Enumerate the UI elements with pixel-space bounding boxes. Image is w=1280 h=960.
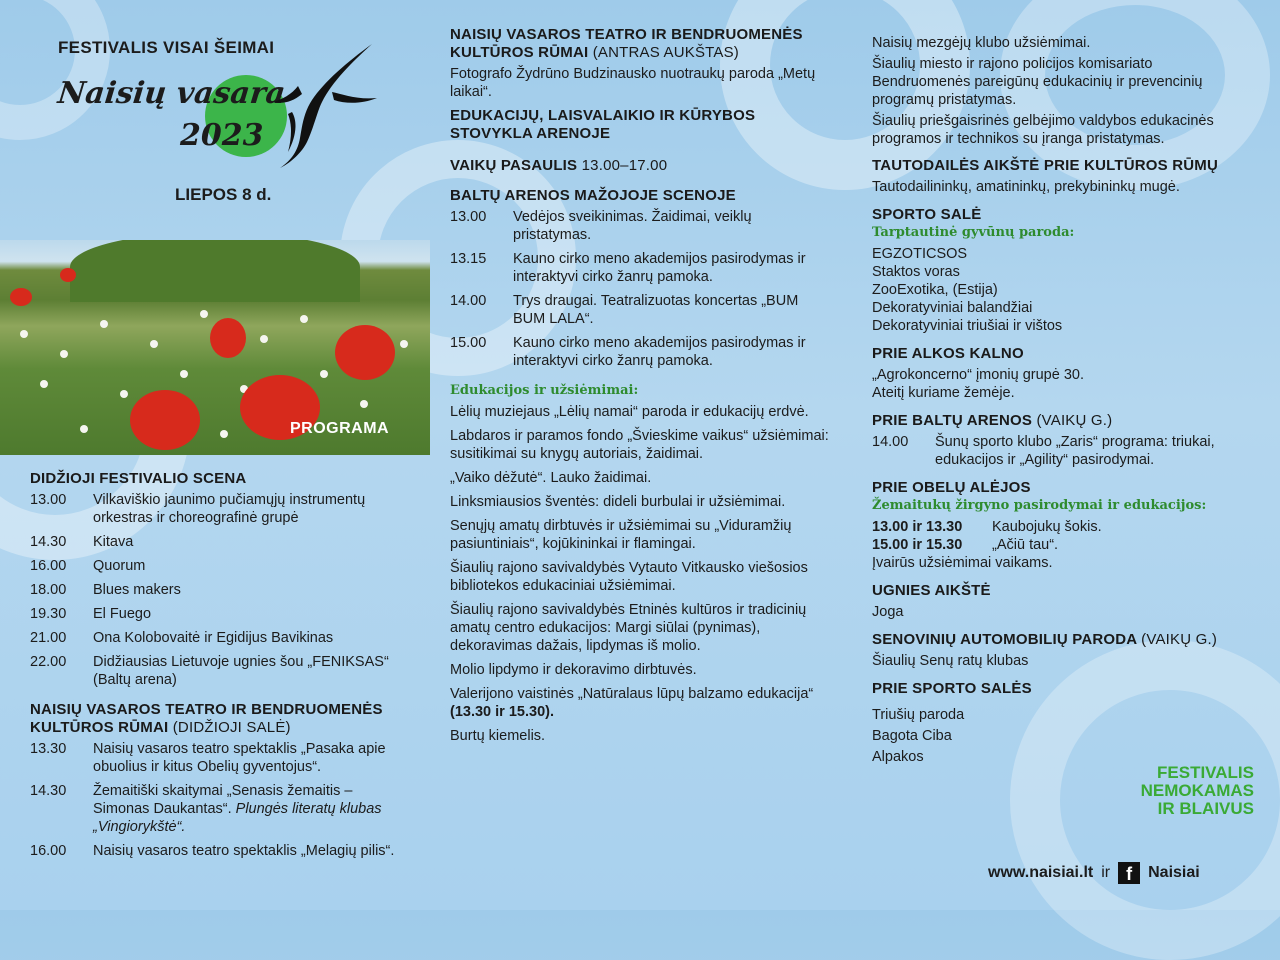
- valerian-text: Valerijono vaistinės „Natūralaus lūpų balzamo edukacija“: [450, 686, 814, 702]
- main-stage-title: DIDŽIOJI FESTIVALIO SCENA: [30, 470, 247, 487]
- sports-hall-subtitle: Tarptautinė gyvūnų paroda:: [872, 225, 1075, 240]
- small-stage-item-text: [513, 292, 830, 328]
- small-stage-item-row: [450, 208, 830, 244]
- education-item: Lėlių muziejaus „Lėlių namai“ paroda ir edukacijų erdvė.: [450, 404, 809, 420]
- education-item: Molio lipdymo ir dekoravimo dirbtuvės.: [450, 662, 697, 678]
- middle-column: [450, 26, 830, 745]
- theatre-hall-title: [30, 701, 405, 737]
- main-stage-item-text: [93, 653, 405, 689]
- free-note-line: IR BLAIVUS: [1157, 799, 1254, 818]
- logo-title: Naisių vasara: [56, 76, 288, 111]
- theatre-item-text: [93, 782, 405, 836]
- valerian-item: [450, 685, 830, 721]
- fire-square-text: Joga: [872, 604, 904, 620]
- right-top-item: Šiaulių miesto ir rajono policijos komisariato Bendruomenės pareigūnų edukacinių ir prevencinių programų pristatymas.: [872, 56, 1203, 108]
- main-stage-item-row: [30, 581, 405, 599]
- alka-list: [872, 366, 1252, 402]
- theatre-item-row: [30, 740, 405, 776]
- small-stage-item-text: [513, 250, 830, 286]
- education-list: [450, 403, 830, 685]
- footer: [988, 862, 1200, 884]
- main-stage-item-text: [93, 581, 405, 599]
- main-stage-item-text-main: Quorum: [93, 558, 146, 574]
- second-floor-title: [450, 26, 830, 62]
- kids-world-label: VAIKŲ PASAULIS: [450, 157, 578, 174]
- camp-title: EDUKACIJŲ, LAISVALAIKIO IR KŪRYBOS STOVYKLA ARENOJE: [450, 107, 756, 142]
- near-sports-item: Triušių paroda: [872, 707, 965, 723]
- sports-hall-title: SPORTO SALĖ: [872, 206, 982, 223]
- theatre-item-text-italic: Plungės literatų klubas „Vingiorykštė“.: [93, 801, 382, 835]
- small-stage-item-text: [513, 334, 830, 370]
- small-stage-item-time: 13.15: [450, 251, 487, 267]
- small-stage-list: [450, 208, 830, 376]
- baltu-arena-title-bold: PRIE BALTŲ ARENOS: [872, 412, 1033, 429]
- logo-year: 2023: [180, 118, 264, 153]
- facebook-name[interactable]: Naisiai: [1148, 864, 1200, 881]
- theatre-item-text-main: Naisių vasaros teatro spektaklis „Pasaka apie obuolius ir kitus Obelių gyventojus“.: [93, 741, 386, 775]
- main-stage-item-time: 21.00: [30, 630, 67, 646]
- education-item: „Vaiko dėžutė“. Lauko žaidimai.: [450, 470, 652, 486]
- small-stage-item-text-main: Kauno cirko meno akademijos pasirodymas ir interaktyvi cirko žanrų pamoka.: [513, 335, 806, 369]
- programa-label: PROGRAMA: [290, 420, 390, 437]
- cars-title-bold: SENOVINIŲ AUTOMOBILIŲ PARODA: [872, 631, 1137, 648]
- obelu-item-text-main: „Ačiū tau“.: [992, 537, 1059, 553]
- baltu-arena-time: 14.00: [872, 434, 909, 450]
- small-stage-item-time: 14.00: [450, 293, 487, 309]
- alka-item: „Agrokoncerno“ įmonių grupė 30.: [872, 367, 1084, 383]
- small-stage-item-row: [450, 292, 830, 328]
- near-sports-list: [872, 706, 1252, 769]
- small-stage-item-text-main: Trys draugai. Teatralizuotas koncertas „BUM BUM LALA“.: [513, 293, 799, 327]
- free-note-line: FESTIVALIS: [1157, 763, 1254, 782]
- near-sports-item: Alpakos: [872, 749, 924, 765]
- obelu-item-text: [992, 536, 1252, 554]
- main-stage-item-row: [30, 605, 405, 623]
- obelu-extra: Įvairūs užsiėmimai vaikams.: [872, 555, 1053, 571]
- theatre-item-time: 14.30: [30, 783, 67, 799]
- obelu-item-row: [872, 536, 1252, 554]
- baltu-arena-row: [872, 433, 1252, 469]
- obelu-item-time: 13.00 ir 13.30: [872, 519, 963, 535]
- small-stage-item-text: [513, 208, 830, 244]
- main-stage-item-text-main: Kitava: [93, 534, 134, 550]
- event-date: LIEPOS 8 d.: [175, 185, 272, 204]
- theatre-item-row: [30, 782, 405, 836]
- main-stage-item-row: [30, 557, 405, 575]
- sports-hall-list: [872, 245, 1252, 335]
- bird-logo-icon: [262, 42, 382, 172]
- obelu-item-time: 15.00 ir 15.30: [872, 537, 963, 553]
- main-stage-item-text-main: Blues makers: [93, 582, 181, 598]
- theatre-item-time: 16.00: [30, 843, 67, 859]
- education-item: Linksmiausios šventės: dideli burbulai ir užsiėmimai.: [450, 494, 786, 510]
- small-stage-item-text-main: Kauno cirko meno akademijos pasirodymas ir interaktyvi cirko žanrų pamoka.: [513, 251, 806, 285]
- education-item: Šiaulių rajono savivaldybės Etninės kultūros ir tradicinių amatų centro edukacijos: Margi siūlai (pynimas), dekoravimas dažais, lipdymas iš molio.: [450, 602, 807, 654]
- baltu-arena-text: Šunų sporto klubo „Zaris“ programa: triukai, edukacijos ir „Agility“ pasirodymai.: [935, 434, 1215, 468]
- website-link[interactable]: www.naisiai.lt: [988, 864, 1094, 881]
- obelu-item-text: [992, 518, 1252, 536]
- kids-world: [450, 157, 830, 175]
- theatre-hall-title-light: (DIDŽIOJI SALĖ): [172, 719, 291, 736]
- small-stage-item-time: 13.00: [450, 209, 487, 225]
- education-item: Senųjų amatų dirbtuvės ir užsiėmimai su „Viduramžių pasiuntiniais“, kojūkininkai ir flamingai.: [450, 518, 792, 552]
- theatre-item-text: [93, 740, 405, 776]
- theatre-item-row: [30, 842, 405, 860]
- main-stage-item-time: 18.00: [30, 582, 67, 598]
- education-item: Šiaulių rajono savivaldybės Vytauto Vitkausko viešosios bibliotekos edukaciniai užsiėmimai.: [450, 560, 808, 594]
- folk-square-text: Tautodailininkų, amatininkų, prekybininkų mugė.: [872, 179, 1180, 195]
- photo-hill: [70, 240, 360, 302]
- obelu-list: [872, 518, 1252, 554]
- near-sports-item: Bagota Ciba: [872, 728, 952, 744]
- facebook-icon[interactable]: f: [1118, 862, 1140, 884]
- main-stage-item-text: [93, 557, 405, 575]
- main-stage-item-time: 19.30: [30, 606, 67, 622]
- small-stage-item-text-main: Vedėjos sveikinimas. Žaidimai, veiklų pristatymas.: [513, 209, 752, 243]
- theatre-hall-title-bold: NAISIŲ VASAROS TEATRO IR BENDRUOMENĖS KULTŪROS RŪMAI: [30, 701, 383, 736]
- main-stage-item-time: 16.00: [30, 558, 67, 574]
- second-floor-text: Fotografo Žydrūno Budzinausko nuotraukų paroda „Metų laikai“.: [450, 66, 816, 100]
- second-floor-title-light: (ANTRAS AUKŠTAS): [592, 44, 739, 61]
- cars-title: [872, 631, 1252, 649]
- second-floor-title-bold: NAISIŲ VASAROS TEATRO IR BENDRUOMENĖS KULTŪROS RŪMAI: [450, 26, 803, 61]
- sports-hall-item: Dekoratyviniai triušiai ir vištos: [872, 318, 1063, 334]
- obelu-subtitle: Žemaitukų žirgyno pasirodymai ir edukacijos:: [872, 498, 1207, 513]
- main-stage-item-text: [93, 629, 405, 647]
- small-stage-title: BALTŲ ARENOS MAŽOJOJE SCENOJE: [450, 187, 736, 204]
- baltu-arena-title: [872, 412, 1252, 430]
- main-stage-item-row: [30, 491, 405, 527]
- free-note: [1120, 764, 1254, 818]
- education-item: Labdaros ir paramos fondo „Švieskime vaikus“ užsiėmimai: susitikimai su knygų autoriais, žaidimai.: [450, 428, 829, 462]
- right-top-item: Šiaulių priešgaisrinės gelbėjimo valdybos edukacinės programos ir technikos su įranga pristatymas.: [872, 113, 1214, 147]
- small-stage-item-row: [450, 334, 830, 370]
- alka-item: Ateitį kuriame žemėje.: [872, 385, 1015, 401]
- obelu-item-row: [872, 518, 1252, 536]
- main-stage-item-row: [30, 629, 405, 647]
- main-stage-item-time: 22.00: [30, 654, 67, 670]
- main-stage-item-text: [93, 533, 405, 551]
- theatre-item-time: 13.30: [30, 741, 67, 757]
- main-stage-item-text: [93, 491, 405, 527]
- right-top-list: [872, 34, 1252, 151]
- main-stage-item-text-main: Vilkaviškio jaunimo pučiamųjų instrumentų orkestras ir choreografinė grupė: [93, 492, 366, 526]
- sports-hall-item: ZooExotika, (Estija): [872, 282, 998, 298]
- valerian-times: (13.30 ir 15.30).: [450, 704, 554, 720]
- small-stage-item-row: [450, 250, 830, 286]
- theatre-hall-list: [30, 740, 405, 866]
- festival-tagline: FESTIVALIS VISAI ŠEIMAI: [58, 38, 275, 57]
- field-photo: [0, 240, 430, 455]
- main-stage-item-row: [30, 533, 405, 551]
- main-stage-list: [30, 491, 405, 695]
- small-stage-item-time: 15.00: [450, 335, 487, 351]
- free-note-line: NEMOKAMAS: [1140, 781, 1254, 800]
- right-column: [872, 34, 1252, 769]
- footer-and: ir: [1101, 864, 1111, 881]
- sports-hall-item: Dekoratyviniai balandžiai: [872, 300, 1033, 316]
- main-stage-item-time: 14.30: [30, 534, 67, 550]
- obelu-title: PRIE OBELŲ ALĖJOS: [872, 479, 1031, 496]
- main-stage-item-time: 13.00: [30, 492, 67, 508]
- main-stage-item-text-main: Ona Kolobovaitė ir Egidijus Bavikinas: [93, 630, 334, 646]
- theatre-item-text-main: Žemaitiški skaitymai „Senasis žemaitis – Simonas Daukantas“.: [93, 783, 353, 817]
- baltu-arena-title-light: (VAIKŲ G.): [1036, 412, 1113, 429]
- sports-hall-item: EGZOTICSOS: [872, 246, 968, 262]
- obelu-item-text-main: Kaubojukų šokis.: [992, 519, 1102, 535]
- main-stage-item-text-main: Didžiausias Lietuvoje ugnies šou „FENIKSAS“ (Baltų arena): [93, 654, 389, 688]
- education-last: Burtų kiemelis.: [450, 728, 546, 744]
- alka-title: PRIE ALKOS KALNO: [872, 345, 1024, 362]
- near-sports-title: PRIE SPORTO SALĖS: [872, 680, 1032, 697]
- theatre-item-text-main: Naisių vasaros teatro spektaklis „Melagių pilis“.: [93, 843, 395, 859]
- cars-title-light: (VAIKŲ G.): [1141, 631, 1218, 648]
- theatre-item-text: [93, 842, 405, 860]
- fire-square-title: UGNIES AIKŠTĖ: [872, 582, 991, 599]
- hero: [0, 0, 430, 455]
- education-title: Edukacijos ir užsiėmimai:: [450, 383, 639, 398]
- cars-text: Šiaulių Senų ratų klubas: [872, 653, 1029, 669]
- main-stage-item-text: [93, 605, 405, 623]
- right-top-item: Naisių mezgėjų klubo užsiėmimai.: [872, 35, 1091, 51]
- sports-hall-item: Staktos voras: [872, 264, 960, 280]
- left-column: [30, 470, 405, 866]
- main-stage-item-row: [30, 653, 405, 689]
- folk-square-title: TAUTODAILĖS AIKŠTĖ PRIE KULTŪROS RŪMŲ: [872, 157, 1219, 174]
- main-stage-item-text-main: El Fuego: [93, 606, 152, 622]
- kids-world-time: 13.00–17.00: [581, 157, 668, 174]
